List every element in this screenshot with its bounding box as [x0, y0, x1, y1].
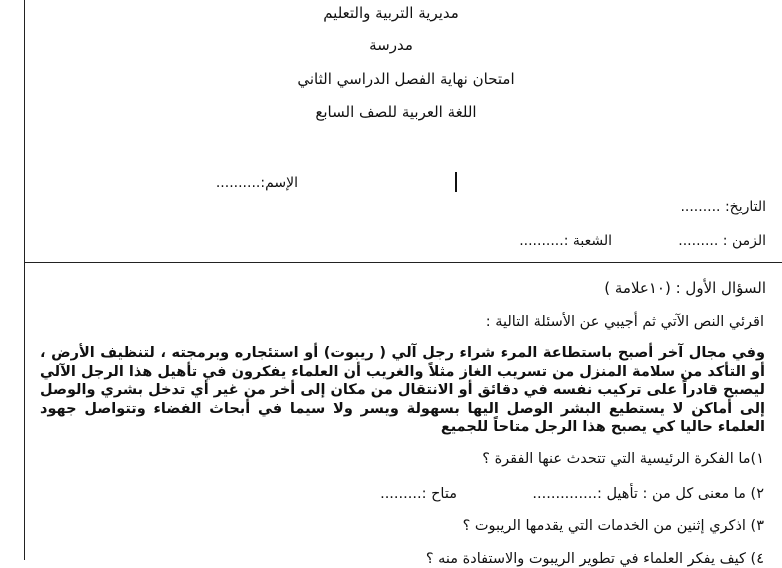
question-item-1: ١)ما الفكرة الرئيسية التي تتحدث عنها الفقرة ؟	[482, 451, 764, 467]
header-exam-title: امتحان نهاية الفصل الدراسي الثاني	[297, 70, 515, 88]
text-cursor	[455, 172, 457, 192]
section-divider	[24, 262, 782, 263]
question-item-2-blank: متاح :.........	[380, 486, 457, 502]
question-1-instruction: اقرئي النص الآتي ثم أجيبي عن الأسئلة التالية :	[485, 314, 764, 330]
reading-passage: وفي مجال آخر أصبح باستطاعة المرء شراء رجل آلي ( ريبوت) أو استئجاره وبرمجته ، لتنظيف الأرض ، أو التأكد من سلامة المنزل من تسريب الغاز مثلاً والغريب أن العلماء يفكرون في تأهيل هذا الرجل الآلي ليصبح قادراً على تركيب نفسه في دقائق أو الانتقال من مكان إلى أخر من غير أي تدخل بشري والوصل إلى أماكن لا يستطيع البشر الوصل اليها بسهولة ويسر ولا سيما في أبحاث الفضاء وتتواصل جهود العلماء حاليا كي يصبح هذا الرجل متاحاً للجميع	[40, 345, 765, 435]
page-left-border	[24, 0, 25, 560]
header-directorate: مديرية التربية والتعليم	[323, 4, 459, 22]
exam-time-field: الزمن : .........	[678, 233, 766, 249]
class-section-field: الشعبة :..........	[519, 233, 612, 249]
question-1-title: السؤال الأول : (١٠علامة )	[604, 279, 766, 297]
question-item-3: ٣) اذكري إثنين من الخدمات التي يقدمها الريبوت ؟	[462, 518, 764, 534]
header-school: مدرسة	[369, 36, 413, 54]
question-item-2: ٢) ما معنى كل من : تأهيل :..............	[532, 486, 764, 502]
exam-date-field: التاريخ: .........	[680, 199, 766, 215]
student-name-field: الإسم:..........	[215, 175, 298, 191]
header-subject: اللغة العربية للصف السابع	[315, 103, 477, 121]
question-item-4: ٤) كيف يفكر العلماء في تطوير الريبوت والاستفادة منه ؟	[425, 551, 764, 567]
